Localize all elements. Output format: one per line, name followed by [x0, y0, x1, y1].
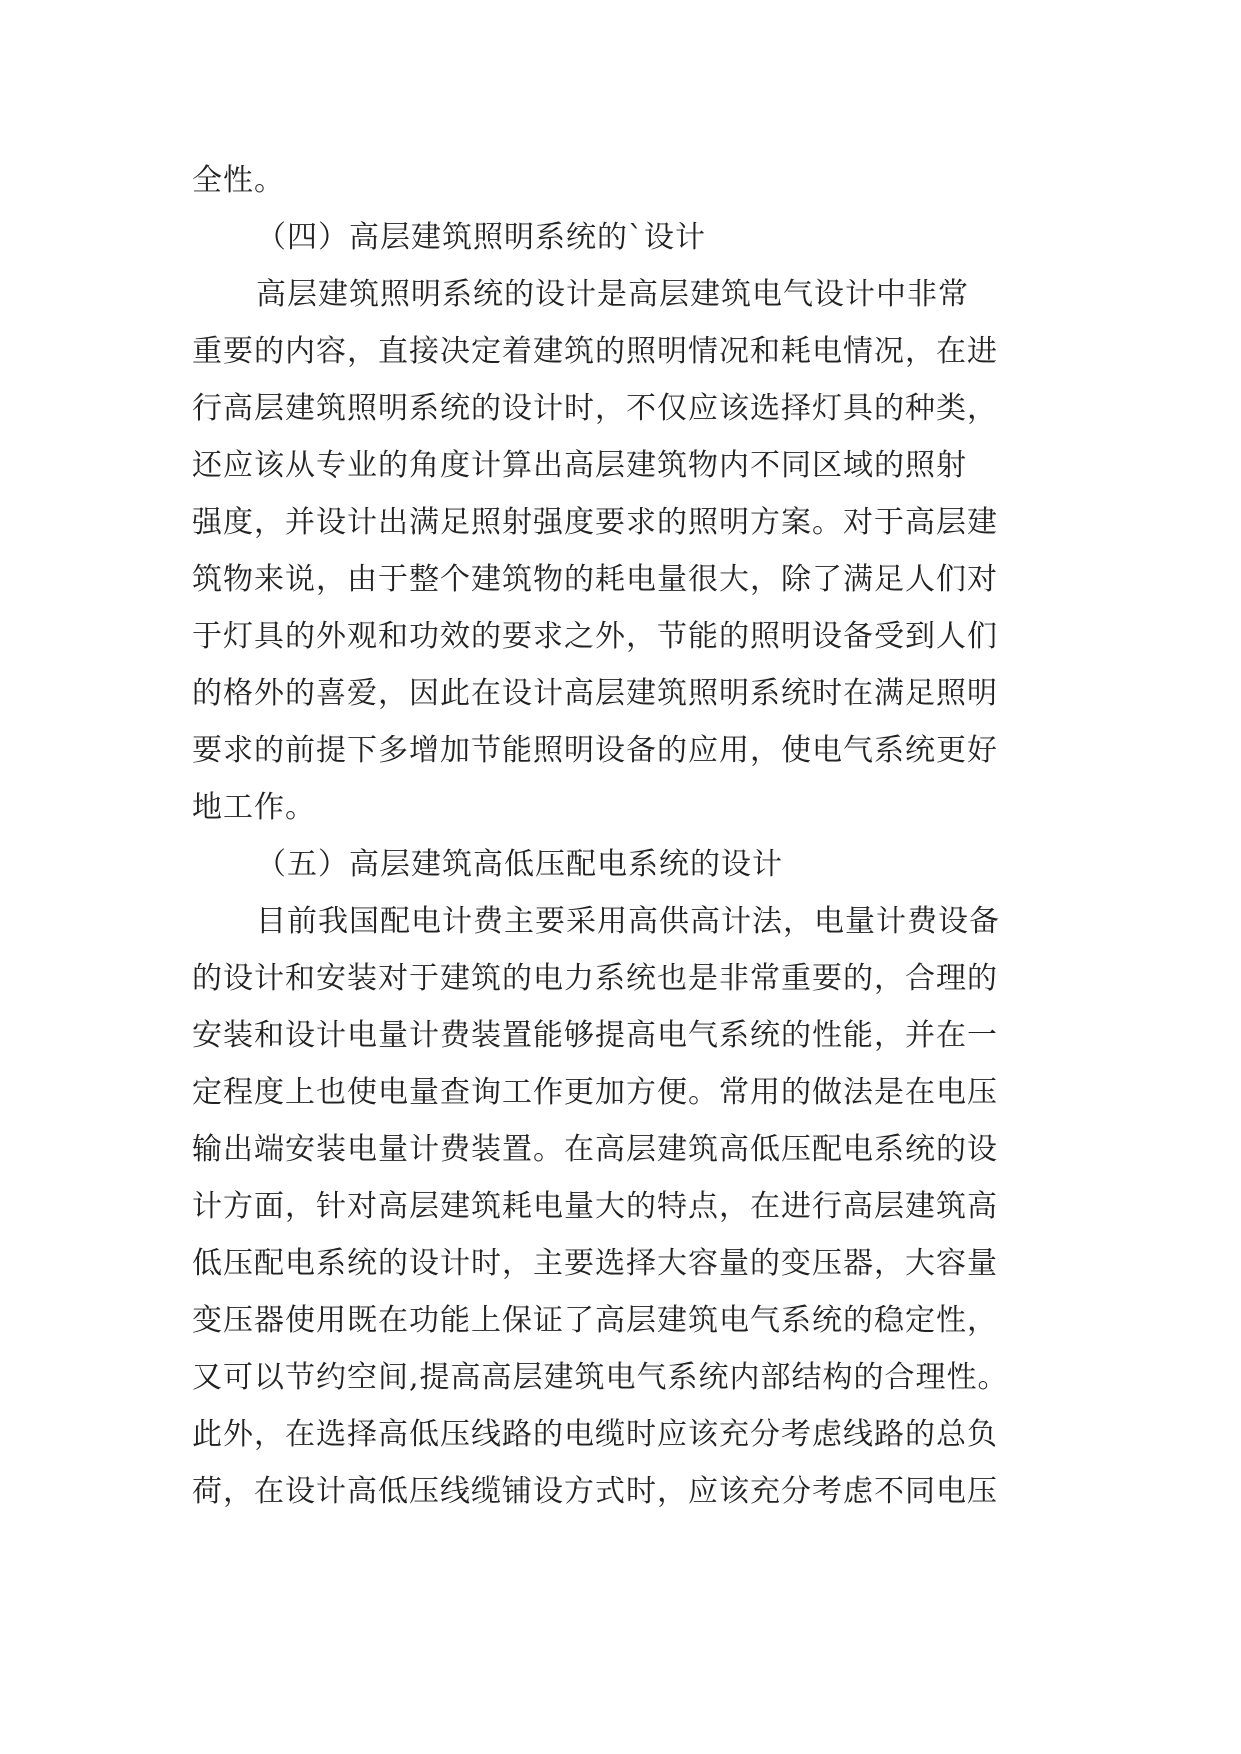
paragraph-line: 筑物来说，由于整个建筑物的耗电量很大，除了满足人们对 [192, 562, 998, 597]
paragraph-line: 的设计和安装对于建筑的电力系统也是非常重要的，合理的 [192, 961, 998, 996]
paragraph-line: 的格外的喜爱，因此在设计高层建筑照明系统时在满足照明 [192, 676, 998, 711]
paragraph-line: 还应该从专业的角度计算出高层建筑物内不同区域的照射 [192, 448, 967, 483]
paragraph-line: 要求的前提下多增加节能照明设备的应用，使电气系统更好 [192, 733, 998, 768]
paragraph-line: 荷，在设计高低压线缆铺设方式时，应该充分考虑不同电压 [192, 1474, 998, 1509]
paragraph-line: 行高层建筑照明系统的设计时，不仅应该选择灯具的种类， [192, 391, 998, 426]
paragraph-line: 变压器使用既在功能上保证了高层建筑电气系统的稳定性， [192, 1303, 998, 1338]
paragraph-line: 此外，在选择高低压线路的电缆时应该充分考虑线路的总负 [192, 1417, 998, 1452]
paragraph-line: 输出端安装电量计费装置。在高层建筑高低压配电系统的设 [192, 1132, 998, 1167]
paragraph-line: 目前我国配电计费主要采用高供高计法，电量计费设备 [256, 904, 1000, 939]
paragraph-line: 强度，并设计出满足照射强度要求的照明方案。对于高层建 [192, 505, 998, 540]
paragraph-line: 重要的内容，直接决定着建筑的照明情况和耗电情况，在进 [192, 334, 998, 369]
paragraph-line: 于灯具的外观和功效的要求之外，节能的照明设备受到人们 [192, 619, 998, 654]
text-line: 全性。 [192, 163, 285, 198]
paragraph-line: 安装和设计电量计费装置能够提高电气系统的性能，并在一 [192, 1018, 998, 1053]
section-heading-4: （四）高层建筑照明系统的`设计 [256, 220, 706, 255]
paragraph-line: 高层建筑照明系统的设计是高层建筑电气设计中非常 [256, 277, 969, 312]
paragraph-line: 定程度上也使电量查询工作更加方便。常用的做法是在电压 [192, 1075, 998, 1110]
paragraph-line: 低压配电系统的设计时，主要选择大容量的变压器，大容量 [192, 1246, 998, 1281]
section-heading-5: （五）高层建筑高低压配电系统的设计 [256, 847, 783, 882]
paragraph-line: 地工作。 [192, 790, 316, 825]
paragraph-line: 又可以节约空间,提高高层建筑电气系统内部结构的合理性。 [192, 1360, 1009, 1395]
paragraph-line: 计方面，针对高层建筑耗电量大的特点，在进行高层建筑高 [192, 1189, 998, 1224]
